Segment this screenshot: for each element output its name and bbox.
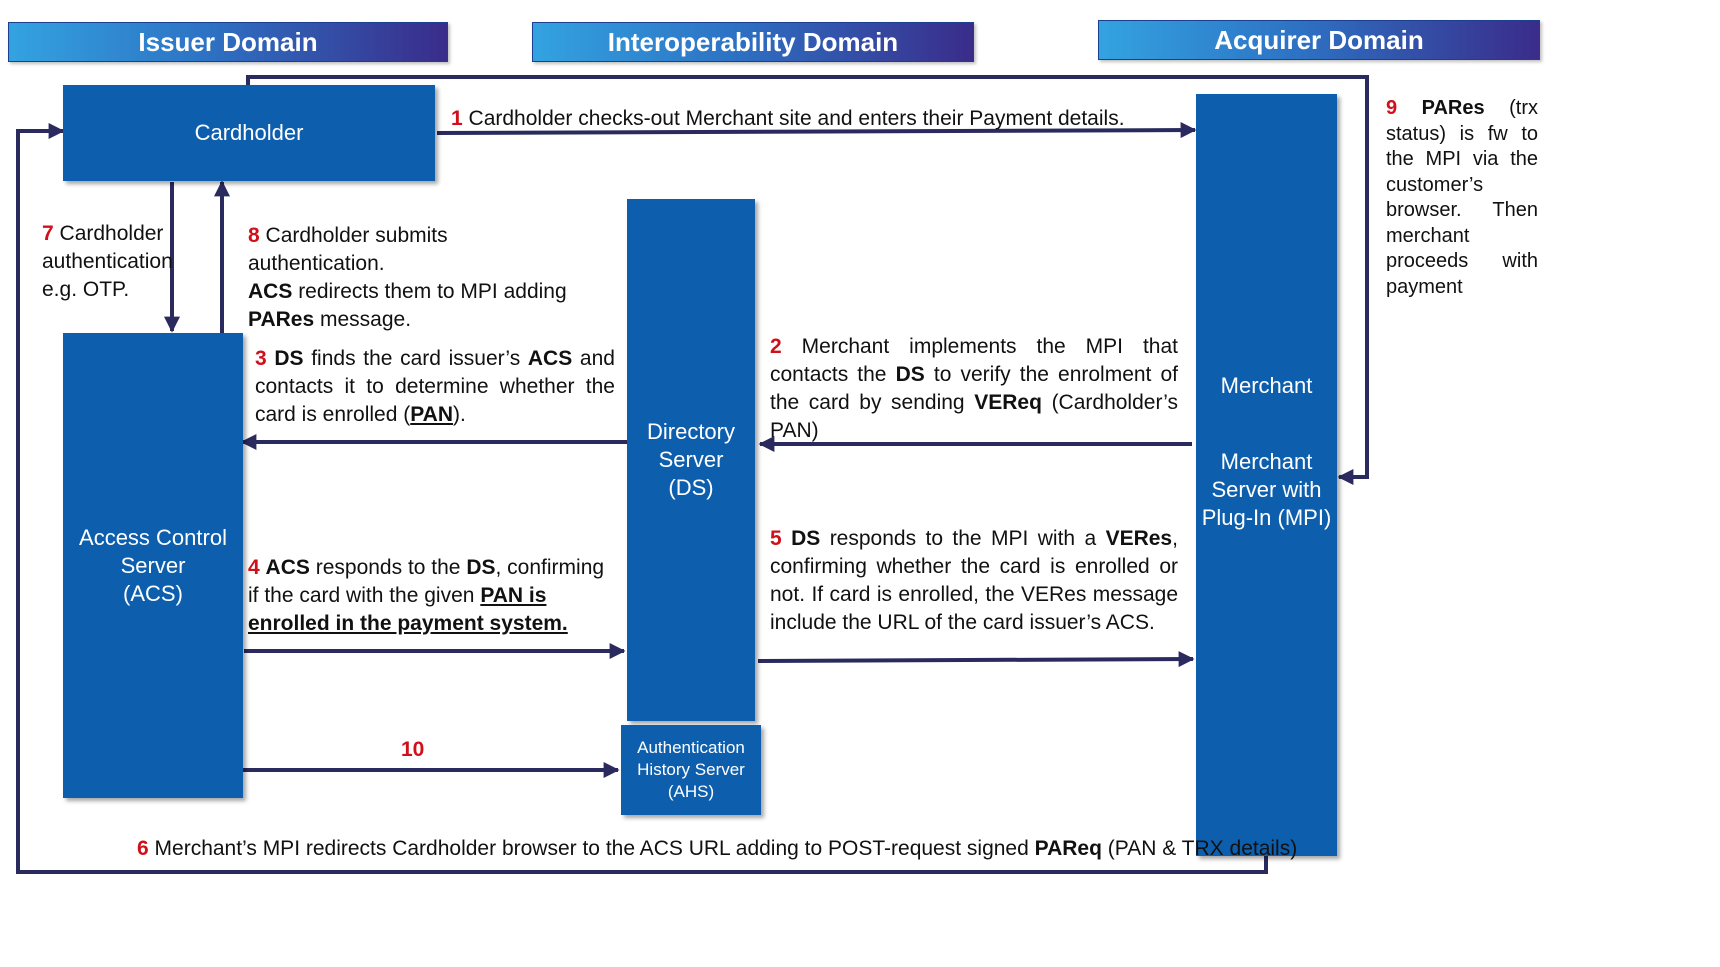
step-8-number: 8 <box>248 224 260 247</box>
step-6-text <box>137 835 1298 863</box>
step-3-acs: ACS <box>527 347 573 370</box>
step-6-part-2: (PAN & TRX details) <box>1107 837 1298 860</box>
ahs-box <box>621 725 761 815</box>
step-4-text <box>248 554 616 638</box>
step-7-line-2: authentication <box>42 250 173 273</box>
merchant-label-line-2: Server with <box>1211 477 1322 502</box>
step-2-text <box>770 333 1178 445</box>
step-8-text <box>248 222 588 334</box>
ds-label-line-1: Directory <box>646 419 735 444</box>
acs-label-line-1: Access Control <box>79 524 227 550</box>
step-3-part-1: finds the card issuer’s <box>311 347 521 370</box>
step-1-number: 1 <box>451 107 463 130</box>
step-2-ds: DS <box>895 363 925 386</box>
step-3-text <box>255 345 615 429</box>
step-5-ds: DS <box>791 527 821 550</box>
step-9-text <box>1386 96 1538 300</box>
step-4-underlined: PAN is enrolled in the payment system. <box>248 584 568 635</box>
step-6-pareq: PAReq <box>1034 837 1102 860</box>
ahs-label-line-2: History Server <box>637 760 745 779</box>
cardholder-box <box>63 85 435 181</box>
step-1-description: Cardholder checks-out Merchant site and enters their Payment details. <box>468 107 1125 130</box>
step-5-text <box>770 525 1178 637</box>
ahs-label-line-1: Authentication <box>637 738 745 757</box>
step-4-number: 4 <box>248 556 260 579</box>
interoperability-domain-header: Interoperability Domain <box>532 22 974 62</box>
step-9-part-1: (trx status) is fw to the MPI via the customer’s browser. Then merchant proceeds with payment <box>1386 97 1539 298</box>
step-7-number: 7 <box>42 222 54 245</box>
step-6-number: 6 <box>137 837 149 860</box>
arrow-step-5 <box>758 659 1193 661</box>
step-3-part-2: and contacts it to determine whether the card is enrolled ( <box>255 347 615 426</box>
acs-label-line-3: (ACS) <box>123 580 183 606</box>
step-10-number: 10 <box>401 738 425 761</box>
merchant-box <box>1196 94 1337 856</box>
step-8-pares: PARes <box>248 308 315 331</box>
step-2-vereq: VEReq <box>974 391 1042 414</box>
step-3-number: 3 <box>255 347 267 370</box>
ds-box <box>627 199 755 721</box>
step-9-pares: PARes <box>1421 97 1485 119</box>
ahs-label-line-3: (AHS) <box>667 782 715 801</box>
step-5-veres: VERes <box>1105 527 1173 550</box>
ds-label-line-3: (DS) <box>668 475 714 500</box>
step-8-acs: ACS <box>248 280 293 303</box>
acs-box <box>63 333 243 798</box>
step-4-part-2: , confirming if the card with the given <box>248 556 605 607</box>
acs-label-line-2: Server <box>120 552 186 578</box>
merchant-label-line-3: Plug-In (MPI) <box>1201 505 1332 530</box>
step-5-part-1: responds to the MPI with a <box>829 527 1097 550</box>
step-2-part-3: (Cardholder’s PAN) <box>770 391 1179 442</box>
step-8-part-1: Cardholder submits authentication. <box>248 224 448 275</box>
step-7-text <box>42 220 172 304</box>
step-2-part-2: to verify the enrolment of the card by sending <box>770 363 1178 414</box>
step-3-pan: PAN <box>410 403 454 426</box>
step-2-number: 2 <box>770 335 782 358</box>
step-3-ds: DS <box>274 347 304 370</box>
step-4-ds: DS <box>466 556 496 579</box>
issuer-domain-header: Issuer Domain <box>8 22 448 62</box>
step-8-part-2: redirects them to MPI adding <box>298 280 567 303</box>
step-1-text <box>451 105 1191 133</box>
step-10-text <box>401 736 424 764</box>
step-8-part-3: message. <box>319 308 412 331</box>
step-4-acs: ACS <box>265 556 310 579</box>
step-2-part-1: Merchant implements the MPI that contacts the <box>770 335 1178 386</box>
merchant-title: Merchant <box>1220 373 1313 398</box>
ds-label-line-2: Server <box>658 447 724 472</box>
step-7-line-1: Cardholder <box>59 222 164 245</box>
step-7-line-3: e.g. OTP. <box>42 278 130 301</box>
step-3-part-3: ). <box>453 403 466 426</box>
step-4-part-1: responds to the <box>315 556 461 579</box>
step-6-part-1: Merchant’s MPI redirects Cardholder browser to the ACS URL adding to POST-request signed <box>154 837 1029 860</box>
cardholder-label: Cardholder <box>194 120 304 145</box>
step-5-part-2: , confirming whether the card is enrolled or not. If card is enrolled, the VERes message include the URL of the card issuer’s ACS. <box>770 527 1178 634</box>
acquirer-domain-header: Acquirer Domain <box>1098 20 1540 60</box>
step-5-number: 5 <box>770 527 782 550</box>
step-9-number: 9 <box>1386 97 1398 119</box>
merchant-label-line-1: Merchant <box>1220 449 1313 474</box>
